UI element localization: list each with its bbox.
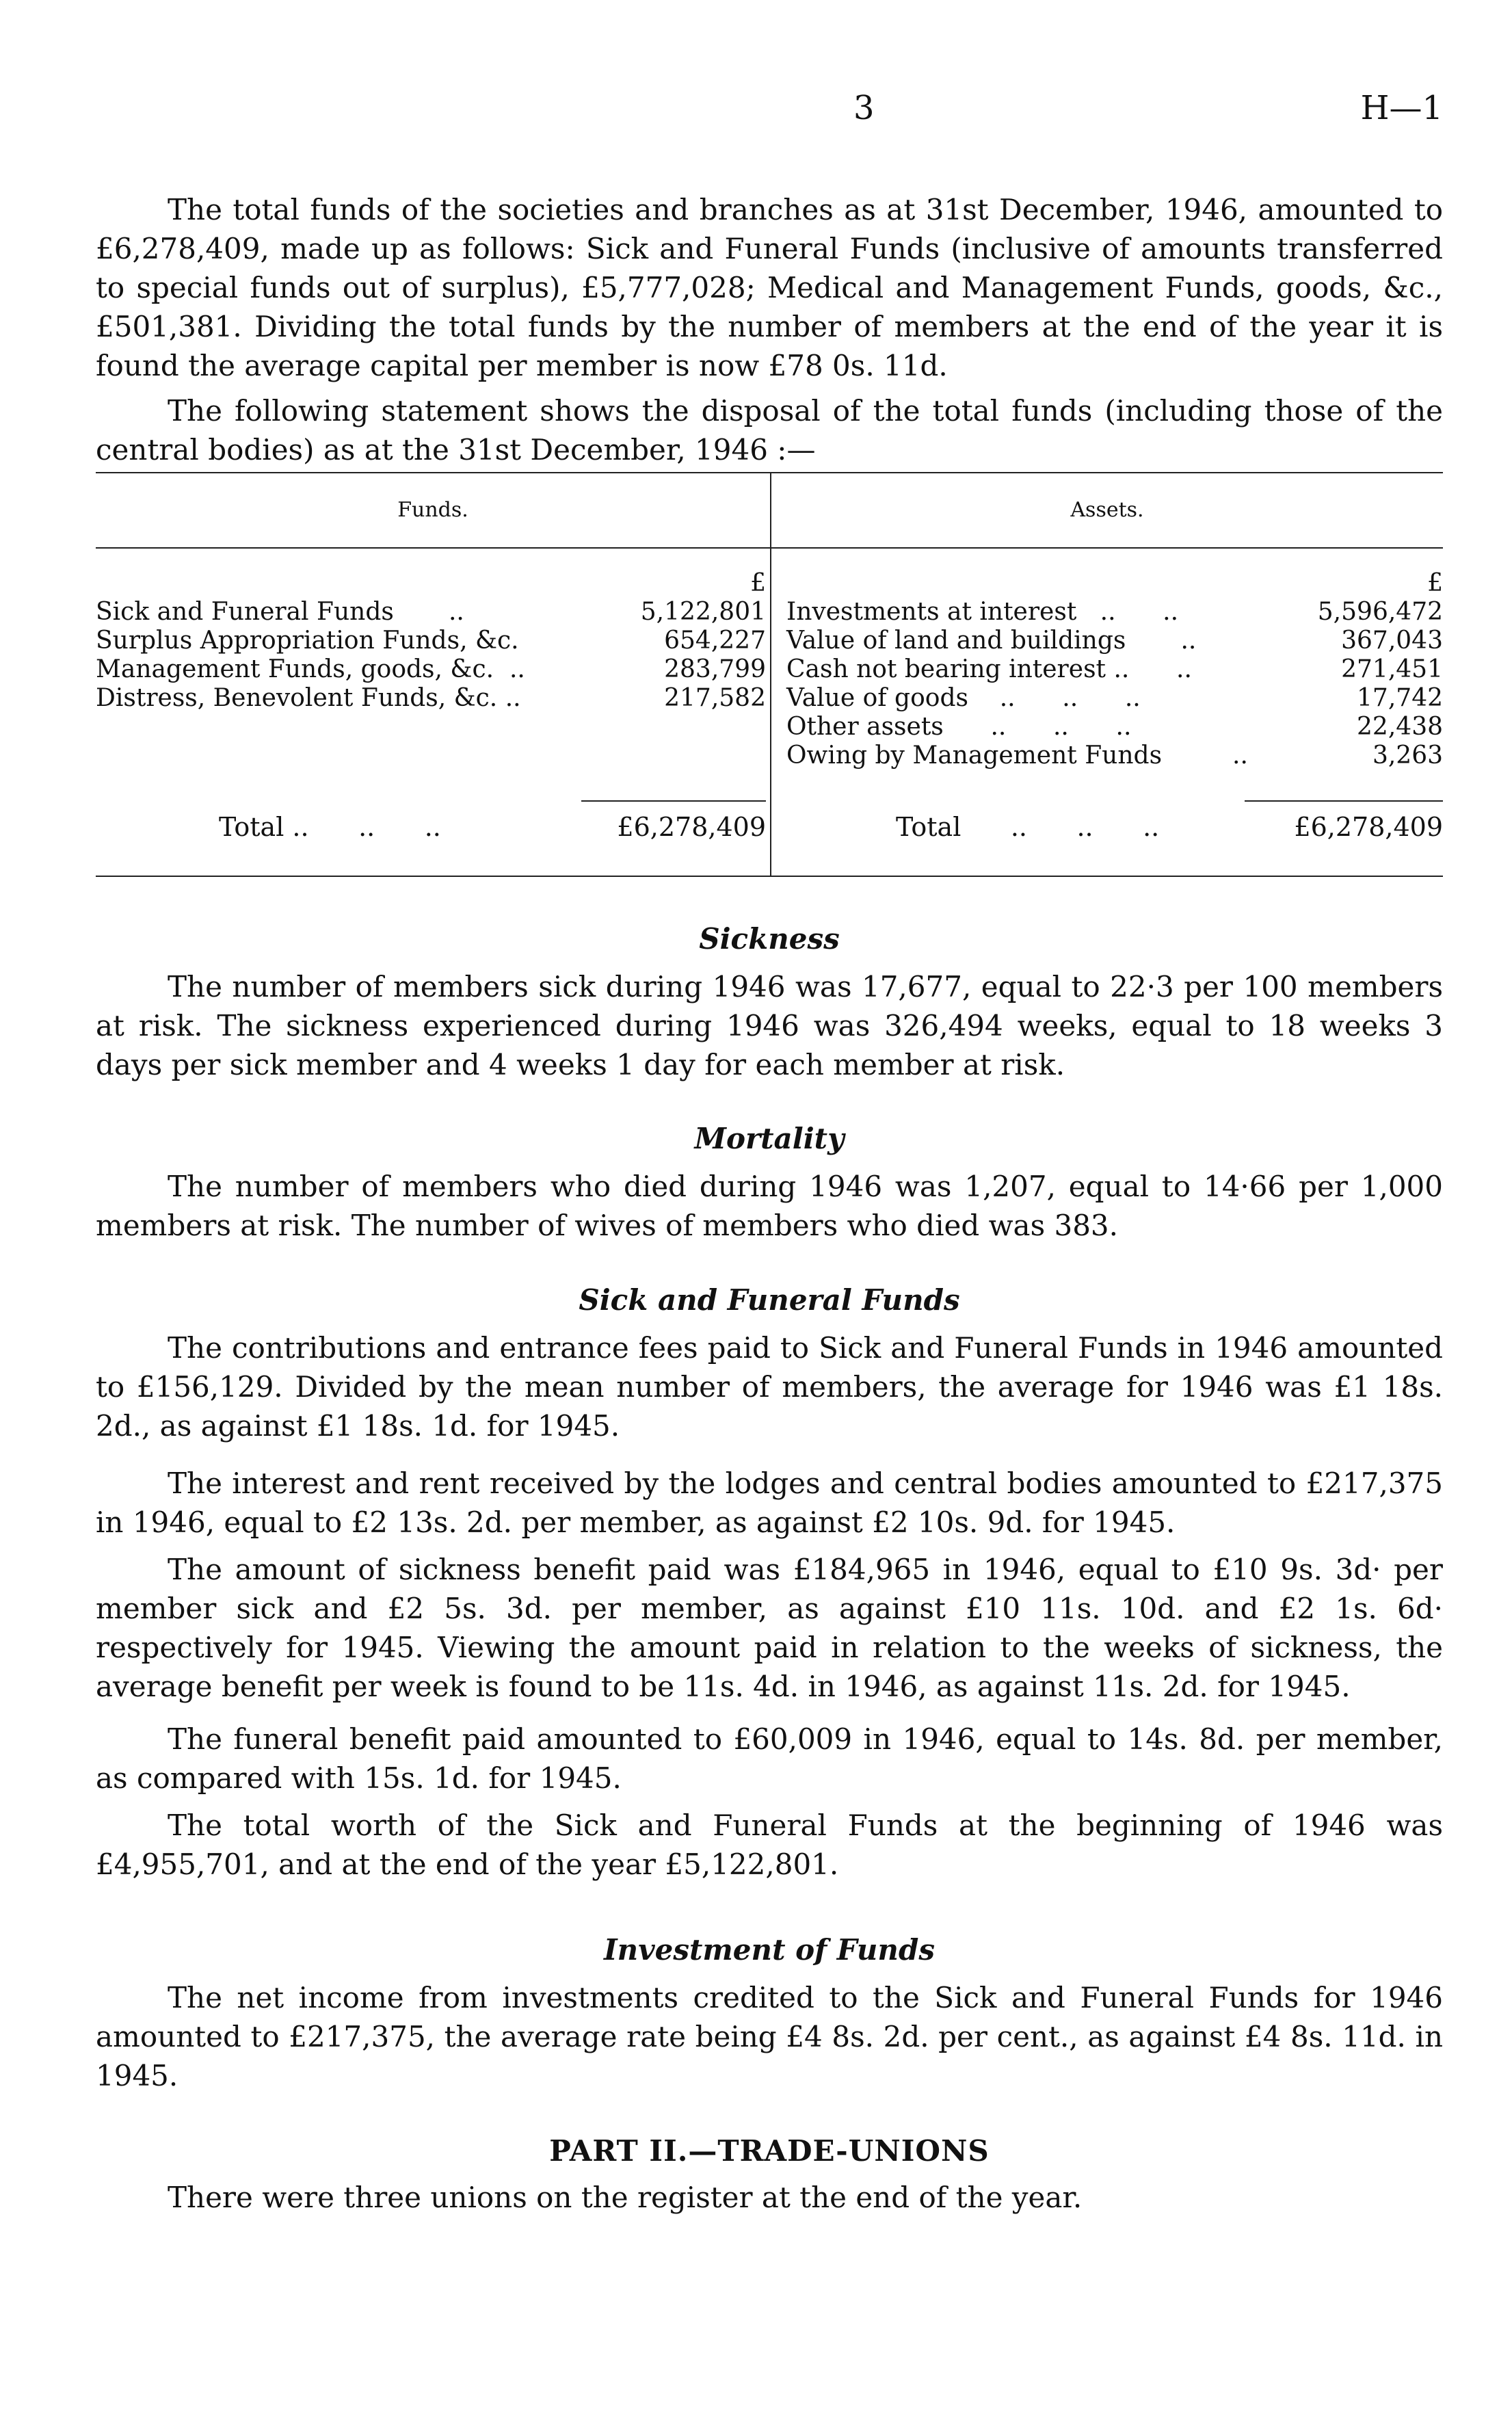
assets-row-label: Other assets .. .. ..	[786, 713, 1132, 741]
assets-row-value: 367,043	[1341, 627, 1443, 655]
page-number: 3	[853, 89, 875, 127]
funds-total-value: £6,278,409	[617, 812, 766, 842]
funds-row-label: Distress, Benevolent Funds, &c. ..	[96, 684, 521, 712]
funds-assets-table	[96, 472, 1443, 882]
assets-row-label: Value of land and buildings ..	[786, 627, 1197, 655]
funds-total-label: Total .. .. ..	[219, 812, 441, 842]
investment-heading: Investment of Funds	[604, 1933, 935, 1967]
table-top-rule	[96, 472, 1443, 473]
table-header-rule	[96, 547, 1443, 549]
assets-total-value: £6,278,409	[1294, 812, 1443, 842]
assets-row-value: 271,451	[1341, 655, 1443, 683]
assets-row-value: 17,742	[1357, 684, 1443, 712]
assets-row-label: Owing by Management Funds ..	[786, 741, 1248, 770]
mortality-paragraph: The number of members who died during 1946 was 1,207, equal to 14·66 per 1,000 members at risk. The number of wives of members who died was 383.	[96, 1170, 1443, 1242]
intro-paragraph-2: The following statement shows the disposal of the total funds (including those of the central bodies) as at the 31st December, 1946 :—	[96, 394, 1443, 466]
sick-funeral-heading: Sick and Funeral Funds	[579, 1283, 960, 1317]
sick-funeral-paragraph-2: The interest and rent received by the lodges and central bodies amounted to £217,375 in 1946, equal to £2 13s. 2d. per member, as against £2 10s. 9d. for 1945.	[96, 1467, 1443, 1539]
assets-currency-symbol: £	[1427, 569, 1443, 597]
document-reference: H—1	[1360, 89, 1443, 127]
sick-funeral-paragraph-4: The funeral benefit paid amounted to £60,009 in 1946, equal to 14s. 8d. per member, as compared with 15s. 1d. for 1945.	[96, 1722, 1443, 1795]
funds-row-label: Management Funds, goods, &c. ..	[96, 655, 525, 683]
assets-row-value: 22,438	[1357, 713, 1443, 741]
page-header	[96, 89, 1443, 144]
funds-row-label: Surplus Appropriation Funds, &c.	[96, 627, 519, 655]
funds-currency-symbol: £	[750, 569, 766, 597]
sickness-heading: Sickness	[699, 922, 840, 956]
assets-row-value: 5,596,472	[1317, 598, 1443, 626]
assets-total-label: Total .. .. ..	[896, 812, 1160, 842]
funds-row-value: 5,122,801	[640, 598, 766, 626]
investment-paragraph: The net income from investments credited to the Sick and Funeral Funds for 1946 amounted to £217,375, the average rate being £4 8s. 2d. per cent., as against £4 8s. 11d. in 1945.	[96, 1981, 1443, 2092]
assets-column-header: Assets.	[1070, 498, 1144, 522]
funds-total-rule	[581, 800, 766, 802]
funds-row-value: 217,582	[664, 684, 766, 712]
funds-column-header: Funds.	[397, 498, 468, 522]
funds-row-value: 283,799	[664, 655, 766, 683]
sick-funeral-paragraph-1: The contributions and entrance fees paid to Sick and Funeral Funds in 1946 amounted to £156,129. Divided by the mean number of members, the average for 1946 was £1 18s. 2d., as against £1 18s. 1d. for 1945.	[96, 1331, 1443, 1443]
table-bottom-rule	[96, 876, 1443, 877]
assets-row-value: 3,263	[1372, 741, 1443, 770]
intro-paragraph-1: The total funds of the societies and branches as at 31st December, 1946, amounted to £6,278,409, made up as follows: Sick and Funeral Funds (inclusive of amounts transferred to special funds out of surplus), £5,777,028; Medical and Management Funds, goods, &c., £501,381. Dividing the total funds by the number of members at the end of the year it is found the average capital per member is now £78 0s. 11d.	[96, 193, 1443, 382]
sick-funeral-paragraph-3: The amount of sickness benefit paid was £184,965 in 1946, equal to £10 9s. 3d· per member sick and £2 5s. 3d. per member, as against £10 11s. 10d. and £2 1s. 6d· respectively for 1945. Viewing the amount paid in relation to the weeks of sickness, the average benefit per week is found to be 11s. 4d. in 1946, as against 11s. 2d. for 1945.	[96, 1553, 1443, 1703]
assets-row-label: Investments at interest .. ..	[786, 598, 1179, 626]
assets-row-label: Value of goods .. .. ..	[786, 684, 1141, 712]
sickness-paragraph: The number of members sick during 1946 was 17,677, equal to 22·3 per 100 members at risk. The sickness experienced during 1946 was 326,494 weeks, equal to 18 weeks 3 days per sick member and 4 weeks 1 day for each member at risk.	[96, 970, 1443, 1081]
funds-row-value: 654,227	[664, 627, 766, 655]
funds-row-label: Sick and Funeral Funds ..	[96, 598, 464, 626]
table-column-divider	[770, 472, 771, 876]
assets-row-label: Cash not bearing interest .. ..	[786, 655, 1192, 683]
sick-funeral-paragraph-5: The total worth of the Sick and Funeral Funds at the beginning of 1946 was £4,955,701, and at the end of the year £5,122,801.	[96, 1809, 1443, 1881]
assets-total-rule	[1245, 800, 1443, 802]
mortality-heading: Mortality	[694, 1122, 845, 1155]
part-two-paragraph: There were three unions on the register at the end of the year.	[168, 2181, 1083, 2214]
part-two-heading: PART II.—TRADE-UNIONS	[549, 2134, 990, 2168]
